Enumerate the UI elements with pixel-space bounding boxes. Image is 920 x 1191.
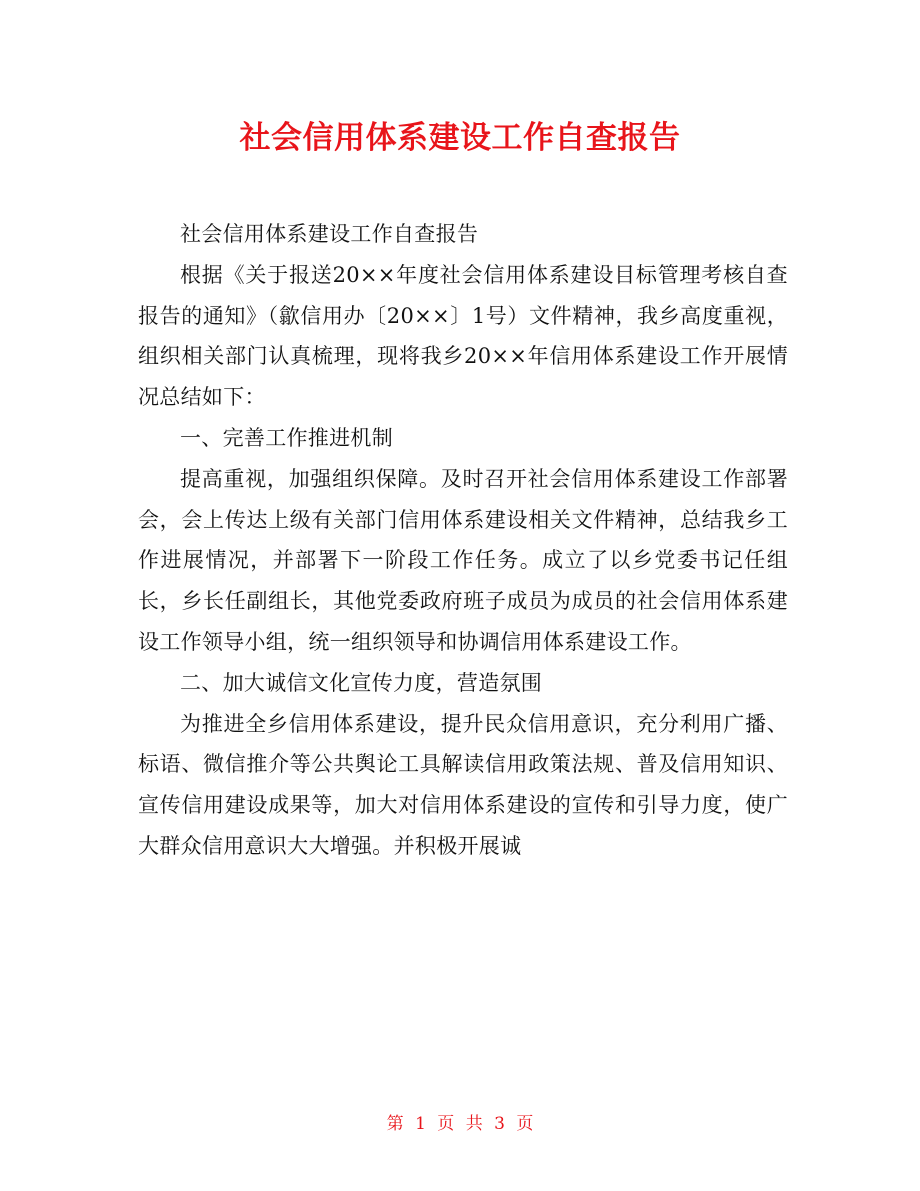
document-title: 社会信用体系建设工作自查报告	[239, 120, 681, 156]
section-heading-1: 一、完善工作推进机制	[180, 425, 393, 450]
paragraph-section-2: 为推进全乡信用体系建设，提升民众信用意识，充分利用广播、标语、微信推介等公共舆论工具解读信用政策法规、普及信用知识、宣传信用建设成果等，加大对信用体系建设的宣传和引导力度，使广大群众信用意识大大增强。并积极开展诚	[138, 711, 788, 858]
page-indicator: 第 1 页 共 3 页	[386, 1114, 534, 1134]
document-body	[138, 214, 788, 867]
paragraph-intro: 根据《关于报送20××年度社会信用体系建设目标管理考核自查报告的通知》（歙信用办〔20××〕1号）文件精神，我乡高度重视，组织相关部门认真梳理，现将我乡20××年信用体系建设工作开展情况总结如下：	[138, 262, 788, 410]
paragraph-section-1: 提高重视，加强组织保障。及时召开社会信用体系建设工作部署会，会上传达上级有关部门信用体系建设相关文件精神，总结我乡工作进展情况，并部署下一阶段工作任务。成立了以乡党委书记任组长，乡长任副组长，其他党委政府班子成员为成员的社会信用体系建设工作领导小组，统一组织领导和协调信用体系建设工作。	[138, 466, 788, 654]
section-heading-2: 二、加大诚信文化宣传力度，营造氛围	[180, 670, 543, 695]
paragraph-subtitle: 社会信用体系建设工作自查报告	[180, 222, 479, 246]
